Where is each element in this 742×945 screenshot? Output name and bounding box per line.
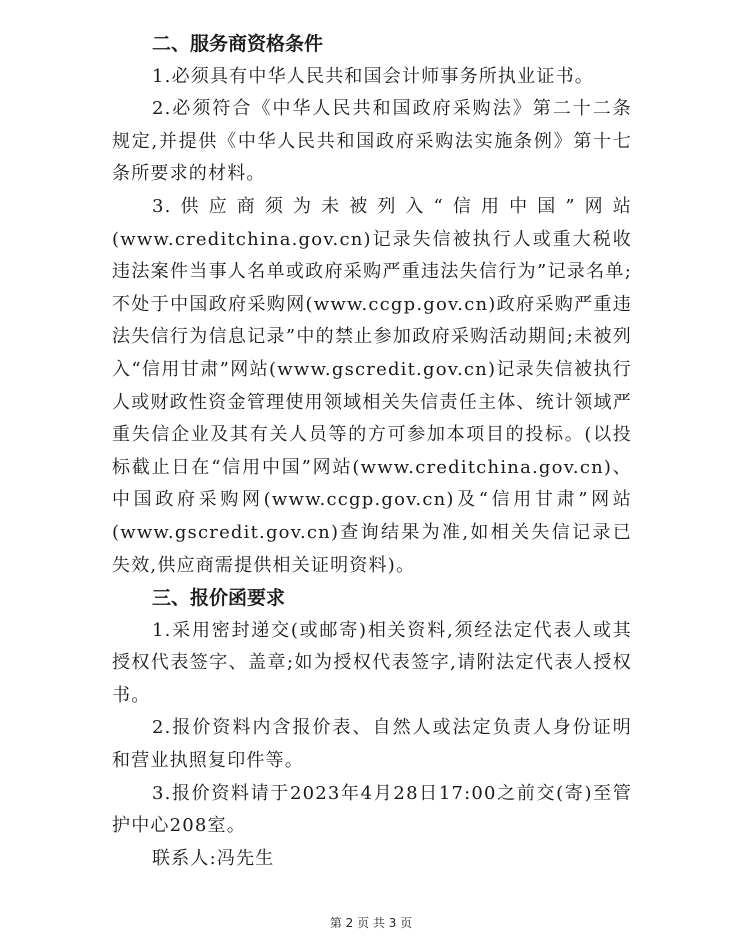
quotation-item-2: 2.报价资料内含报价表、自然人或法定负责人身份证明和营业执照复印件等。 xyxy=(112,717,632,772)
document-body xyxy=(112,28,632,875)
qualification-item-3: 3.供应商须为未被列入“信用中国”网站(www.creditchina.gov.cn)记录失信被执行人或重大税收违法案件当事人名单或政府采购严重违法失信行为”记录名单;不处于中国政府采购网(www.ccgp.gov.cn)政府采购严重违法失信行为信息记录”中的禁止参加政府采购活动期间;未被列入“信用甘肃”网站(www.gscredit.gov.cn)记录失信被执行人或财政性资金管理使用领域相关失信责任主体、统计领域严重失信企业及其有关人员等的方可参加本项目的投标。(以投标截止日在“信用中国”网站(www.creditchina.gov.cn)、中国政府采购网(www.ccgp.gov.cn)及“信用甘肃”网站(www.gscredit.gov.cn)查询结果为准,如相关失信记录已失效,供应商需提供相关证明资料)。 xyxy=(112,195,632,576)
quotation-item-3: 3.报价资料请于2023年4月28日17:00之前交(寄)至管护中心208室。 xyxy=(112,782,632,837)
section-heading-quotation: 三、报价函要求 xyxy=(152,587,286,610)
page-number: 第 2 页 共 3 页 xyxy=(329,916,413,930)
contact-person: 联系人:冯先生 xyxy=(152,847,275,869)
qualification-item-1: 1.必须具有中华人民共和国会计师事务所执业证书。 xyxy=(152,65,594,87)
section-heading-qualifications: 二、服务商资格条件 xyxy=(152,33,324,55)
quotation-item-1: 1.采用密封递交(或邮寄)相关资料,须经法定代表人或其授权代表签字、盖章;如为授权代表签字,请附法定代表人授权书。 xyxy=(112,619,632,706)
qualification-item-2: 2.必须符合《中华人民共和国政府采购法》第二十二条规定,并提供《中华人民共和国政府采购法实施条例》第十七条所要求的材料。 xyxy=(112,98,632,185)
